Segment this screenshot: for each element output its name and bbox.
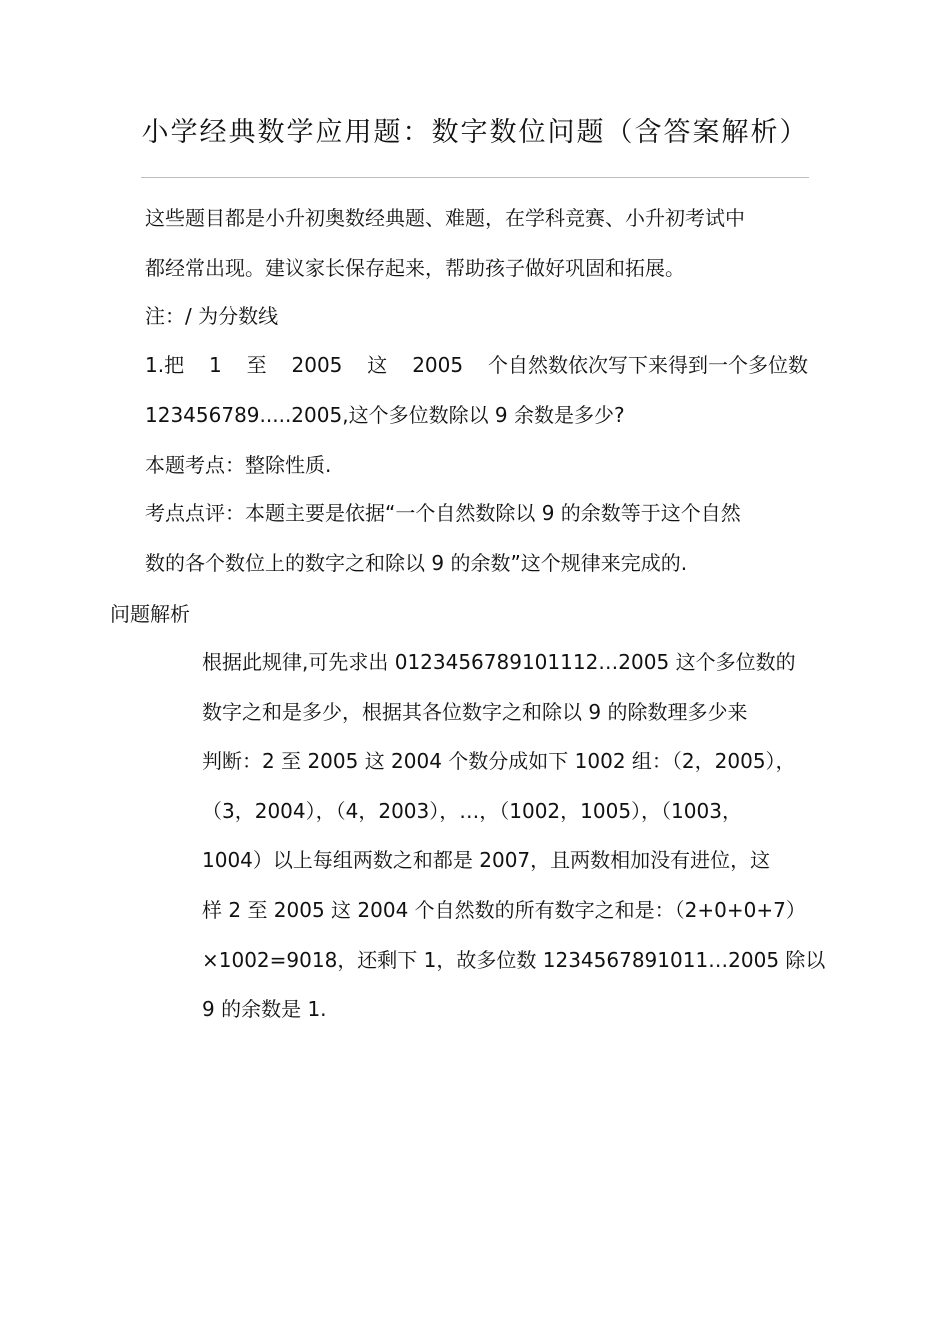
analysis-heading: 问题解析 xyxy=(110,602,190,626)
question-token: 2005 xyxy=(291,353,343,377)
comment-line: 数的各个数位上的数字之和除以 9 的余数”这个规律来完成的. xyxy=(145,550,688,575)
problem-question-line-2: 123456789.....2005,这个多位数除以 9 余数是多少? xyxy=(145,403,625,427)
analysis-line: 判断：2 至 2005 这 2004 个数分成如下 1002 组：（2，2005）， xyxy=(202,749,796,774)
question-token: 1.把 xyxy=(145,353,185,377)
question-token: 个自然数依次写下来得到一个多位数 xyxy=(487,353,808,377)
intro-line: 这些题目都是小升初奥数经典题、难题，在学科竞赛、小升初考试中 xyxy=(145,206,745,230)
analysis-paragraph xyxy=(202,638,826,1035)
title-divider xyxy=(141,177,809,178)
key-point: 本题考点：整除性质. xyxy=(145,453,332,477)
fraction-note: 注：/ 为分数线 xyxy=(145,304,279,328)
analysis-line: 样 2 至 2005 这 2004 个自然数的所有数字之和是：（2+0+0+7） xyxy=(202,897,806,922)
analysis-line: （3，2004），（4，2003），…，（1002，1005），（1003， xyxy=(202,798,742,823)
question-token: 这 xyxy=(367,353,388,377)
analysis-line: 数字之和是多少，根据其各位数字之和除以 9 的除数理多少来 xyxy=(202,699,748,724)
question-token: 至 xyxy=(246,353,267,377)
analysis-line: ×1002=9018，还剩下 1，故多位数 1234567891011…2005 除以 xyxy=(202,947,826,972)
comment-line: 考点点评：本题主要是依据“一个自然数除以 9 的余数等于这个自然 xyxy=(145,501,741,525)
key-point-comment xyxy=(145,489,808,588)
analysis-line: 根据此规律,可先求出 0123456789101112…2005 这个多位数的 xyxy=(202,650,796,674)
question-token: 1 xyxy=(208,353,222,377)
intro-paragraph xyxy=(145,194,808,293)
intro-line: 都经常出现。建议家长保存起来，帮助孩子做好巩固和拓展。 xyxy=(145,255,685,280)
problem-question-line-1 xyxy=(145,351,808,379)
question-token: 2005 xyxy=(412,353,464,377)
analysis-line: 1004）以上每组两数之和都是 2007，且两数相加没有进位，这 xyxy=(202,848,771,873)
analysis-line: 9 的余数是 1. xyxy=(202,997,327,1022)
document-title: 小学经典数学应用题：数字数位问题（含答案解析） xyxy=(141,117,809,148)
